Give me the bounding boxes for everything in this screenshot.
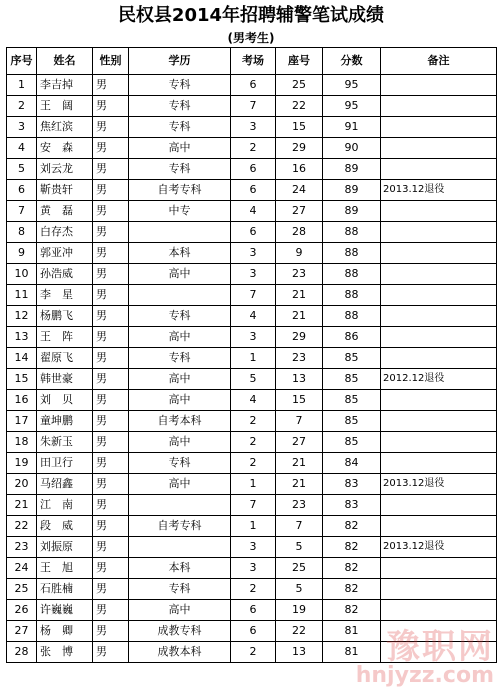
cell-seat: 5 <box>276 537 323 558</box>
cell-index: 8 <box>7 222 37 243</box>
cell-seat: 9 <box>276 243 323 264</box>
cell-gender: 男 <box>93 537 129 558</box>
cell-score: 95 <box>323 75 381 96</box>
table-row <box>7 243 497 264</box>
cell-score: 89 <box>323 159 381 180</box>
cell-seat: 21 <box>276 285 323 306</box>
cell-gender: 男 <box>93 621 129 642</box>
cell-education: 专科 <box>129 117 231 138</box>
table-row <box>7 600 497 621</box>
cell-seat: 23 <box>276 495 323 516</box>
cell-seat: 25 <box>276 75 323 96</box>
cell-index: 15 <box>7 369 37 390</box>
cell-gender: 男 <box>93 306 129 327</box>
cell-education <box>129 537 231 558</box>
col-header-remark: 备注 <box>381 48 497 75</box>
cell-seat: 28 <box>276 222 323 243</box>
col-header-gender: 性别 <box>93 48 129 75</box>
cell-index: 20 <box>7 474 37 495</box>
cell-gender: 男 <box>93 600 129 621</box>
cell-score: 82 <box>323 600 381 621</box>
cell-remark <box>381 558 497 579</box>
cell-index: 25 <box>7 579 37 600</box>
cell-index: 28 <box>7 642 37 663</box>
cell-seat: 7 <box>276 411 323 432</box>
cell-seat: 23 <box>276 348 323 369</box>
cell-score: 89 <box>323 201 381 222</box>
cell-name: 黄 磊 <box>37 201 93 222</box>
table-row <box>7 75 497 96</box>
cell-remark <box>381 390 497 411</box>
cell-score: 81 <box>323 621 381 642</box>
cell-education: 专科 <box>129 306 231 327</box>
cell-score: 90 <box>323 138 381 159</box>
cell-gender: 男 <box>93 180 129 201</box>
cell-education: 本科 <box>129 558 231 579</box>
cell-remark <box>381 621 497 642</box>
table-row <box>7 264 497 285</box>
cell-index: 18 <box>7 432 37 453</box>
table-row <box>7 96 497 117</box>
cell-gender: 男 <box>93 390 129 411</box>
scores-table <box>6 47 497 667</box>
cell-name: 焦红滨 <box>37 117 93 138</box>
table-row <box>7 642 497 663</box>
cell-score: 84 <box>323 453 381 474</box>
table-row <box>7 579 497 600</box>
col-header-exam-room: 考场 <box>231 48 276 75</box>
cell-gender: 男 <box>93 432 129 453</box>
cell-exam-room: 2 <box>231 138 276 159</box>
cell-remark <box>381 222 497 243</box>
cell-exam-room: 3 <box>231 243 276 264</box>
cell-education: 高中 <box>129 138 231 159</box>
cell-name: 刘云龙 <box>37 159 93 180</box>
cell-remark <box>381 75 497 96</box>
table-row <box>7 348 497 369</box>
cell-remark <box>381 159 497 180</box>
cell-exam-room: 2 <box>231 411 276 432</box>
cell-remark <box>381 411 497 432</box>
cell-score: 81 <box>323 642 381 663</box>
cell-exam-room: 6 <box>231 159 276 180</box>
cell-gender: 男 <box>93 264 129 285</box>
cell-score: 83 <box>323 495 381 516</box>
cell-score: 88 <box>323 222 381 243</box>
cell-name: 刘振原 <box>37 537 93 558</box>
table-row <box>7 537 497 558</box>
page-subtitle: (男考生) <box>227 31 275 45</box>
cell-seat: 15 <box>276 117 323 138</box>
cell-seat: 19 <box>276 600 323 621</box>
cell-remark <box>381 138 497 159</box>
cell-seat: 27 <box>276 432 323 453</box>
cell-exam-room: 3 <box>231 558 276 579</box>
cell-index: 17 <box>7 411 37 432</box>
cell-seat: 7 <box>276 516 323 537</box>
cell-name: 马绍鑫 <box>37 474 93 495</box>
table-row <box>7 327 497 348</box>
cell-seat: 27 <box>276 201 323 222</box>
cell-gender: 男 <box>93 516 129 537</box>
cell-exam-room: 1 <box>231 516 276 537</box>
cell-name: 靳贵轩 <box>37 180 93 201</box>
cell-index: 22 <box>7 516 37 537</box>
cell-seat: 24 <box>276 180 323 201</box>
cell-score: 95 <box>323 96 381 117</box>
cell-score: 85 <box>323 390 381 411</box>
cell-remark <box>381 600 497 621</box>
cell-education: 高中 <box>129 264 231 285</box>
cell-remark: 2013.12退役 <box>381 537 497 558</box>
cell-gender: 男 <box>93 369 129 390</box>
table-row <box>7 432 497 453</box>
cell-exam-room: 4 <box>231 306 276 327</box>
cell-name: 郭亚冲 <box>37 243 93 264</box>
cell-education: 自考专科 <box>129 516 231 537</box>
col-header-score: 分数 <box>323 48 381 75</box>
cell-index: 12 <box>7 306 37 327</box>
cell-exam-room: 7 <box>231 96 276 117</box>
col-header-education: 学历 <box>129 48 231 75</box>
cell-gender: 男 <box>93 159 129 180</box>
cell-remark <box>381 285 497 306</box>
cell-index: 11 <box>7 285 37 306</box>
cell-gender: 男 <box>93 474 129 495</box>
cell-education: 高中 <box>129 474 231 495</box>
cell-exam-room: 2 <box>231 642 276 663</box>
cell-name: 张 博 <box>37 642 93 663</box>
cell-exam-room: 6 <box>231 600 276 621</box>
cell-name: 童坤鹏 <box>37 411 93 432</box>
cell-name: 江 南 <box>37 495 93 516</box>
cell-index: 19 <box>7 453 37 474</box>
cell-education: 专科 <box>129 75 231 96</box>
cell-seat: 13 <box>276 642 323 663</box>
cell-remark <box>381 117 497 138</box>
cell-gender: 男 <box>93 558 129 579</box>
cell-gender: 男 <box>93 243 129 264</box>
cell-score: 82 <box>323 558 381 579</box>
cell-index: 21 <box>7 495 37 516</box>
cell-exam-room: 2 <box>231 432 276 453</box>
cell-index: 3 <box>7 117 37 138</box>
cell-score: 88 <box>323 306 381 327</box>
cell-index: 26 <box>7 600 37 621</box>
col-header-name: 姓名 <box>37 48 93 75</box>
cell-score: 82 <box>323 579 381 600</box>
table-body <box>7 75 497 667</box>
cell-gender: 男 <box>93 579 129 600</box>
cell-score: 83 <box>323 474 381 495</box>
col-header-index: 序号 <box>7 48 37 75</box>
cell-education: 中专 <box>129 201 231 222</box>
cell-education: 专科 <box>129 96 231 117</box>
cell-name: 韩世豪 <box>37 369 93 390</box>
cell-seat: 15 <box>276 390 323 411</box>
cell-index: 13 <box>7 327 37 348</box>
cell-exam-room: 2 <box>231 453 276 474</box>
watermark-url: hnjyzz.com <box>355 663 494 688</box>
header-row <box>7 48 497 75</box>
cell-score: 85 <box>323 432 381 453</box>
cell-gender: 男 <box>93 96 129 117</box>
cell-exam-room: 6 <box>231 222 276 243</box>
table-row <box>7 201 497 222</box>
cell-name: 许巍巍 <box>37 600 93 621</box>
cell-name: 王 旭 <box>37 558 93 579</box>
cell-remark <box>381 642 497 663</box>
cell-remark <box>381 579 497 600</box>
cell-exam-room: 3 <box>231 264 276 285</box>
table-row <box>7 516 497 537</box>
cell-education: 自考专科 <box>129 180 231 201</box>
table-row <box>7 474 497 495</box>
cell-education <box>129 222 231 243</box>
cell-score: 91 <box>323 117 381 138</box>
table-row <box>7 306 497 327</box>
cell-name: 石胜楠 <box>37 579 93 600</box>
cell-name: 王 阵 <box>37 327 93 348</box>
cell-index: 14 <box>7 348 37 369</box>
cell-exam-room: 2 <box>231 579 276 600</box>
cell-education: 高中 <box>129 432 231 453</box>
cell-gender: 男 <box>93 642 129 663</box>
cell-score: 88 <box>323 264 381 285</box>
cell-exam-room: 3 <box>231 327 276 348</box>
cell-education: 专科 <box>129 453 231 474</box>
cell-gender: 男 <box>93 495 129 516</box>
cell-seat: 5 <box>276 579 323 600</box>
cell-index: 23 <box>7 537 37 558</box>
cell-exam-room: 7 <box>231 285 276 306</box>
cell-index: 6 <box>7 180 37 201</box>
cell-score: 85 <box>323 348 381 369</box>
cell-exam-room: 4 <box>231 390 276 411</box>
table-row <box>7 390 497 411</box>
cell-score: 85 <box>323 369 381 390</box>
table-row <box>7 159 497 180</box>
page-title: 民权县2014年招聘辅警笔试成绩 <box>117 5 385 26</box>
cell-education: 成教本科 <box>129 642 231 663</box>
cell-name: 孙浩威 <box>37 264 93 285</box>
cell-seat: 22 <box>276 621 323 642</box>
cell-education <box>129 495 231 516</box>
cell-index: 10 <box>7 264 37 285</box>
cell-education: 高中 <box>129 369 231 390</box>
cell-score: 86 <box>323 327 381 348</box>
cell-index: 27 <box>7 621 37 642</box>
cell-seat: 21 <box>276 453 323 474</box>
table-row <box>7 285 497 306</box>
cell-exam-room: 5 <box>231 369 276 390</box>
cell-index: 9 <box>7 243 37 264</box>
cell-gender: 男 <box>93 117 129 138</box>
cell-index: 5 <box>7 159 37 180</box>
cell-exam-room: 1 <box>231 474 276 495</box>
cell-gender: 男 <box>93 327 129 348</box>
cell-education: 高中 <box>129 600 231 621</box>
cell-score: 89 <box>323 180 381 201</box>
cell-name: 刘 贝 <box>37 390 93 411</box>
table-row <box>7 117 497 138</box>
cell-seat: 25 <box>276 558 323 579</box>
cell-education: 专科 <box>129 159 231 180</box>
cell-gender: 男 <box>93 222 129 243</box>
cell-index: 4 <box>7 138 37 159</box>
table-row <box>7 621 497 642</box>
cell-name: 白存杰 <box>37 222 93 243</box>
cell-name: 安 森 <box>37 138 93 159</box>
cell-name: 王 阔 <box>37 96 93 117</box>
cell-remark <box>381 201 497 222</box>
cell-remark <box>381 453 497 474</box>
cell-score: 85 <box>323 411 381 432</box>
cell-seat: 29 <box>276 138 323 159</box>
cell-index: 2 <box>7 96 37 117</box>
cell-seat: 22 <box>276 96 323 117</box>
cell-name: 李吉掉 <box>37 75 93 96</box>
cell-gender: 男 <box>93 411 129 432</box>
table-row <box>7 411 497 432</box>
cell-score: 82 <box>323 537 381 558</box>
table-row <box>7 558 497 579</box>
table-row <box>7 138 497 159</box>
cell-seat: 21 <box>276 306 323 327</box>
cell-remark: 2013.12退役 <box>381 180 497 201</box>
cell-remark <box>381 327 497 348</box>
cell-remark <box>381 96 497 117</box>
cell-index: 16 <box>7 390 37 411</box>
cell-education: 专科 <box>129 579 231 600</box>
cell-exam-room: 7 <box>231 495 276 516</box>
cell-gender: 男 <box>93 453 129 474</box>
cell-remark <box>381 516 497 537</box>
watermark-logo: 豫职网 <box>386 627 494 667</box>
table-row <box>7 180 497 201</box>
cell-index: 24 <box>7 558 37 579</box>
cell-score: 88 <box>323 243 381 264</box>
cell-seat: 23 <box>276 264 323 285</box>
cell-remark <box>381 264 497 285</box>
cell-name: 翟原飞 <box>37 348 93 369</box>
cell-remark: 2013.12退役 <box>381 474 497 495</box>
cell-name: 李 星 <box>37 285 93 306</box>
cell-remark <box>381 348 497 369</box>
cell-gender: 男 <box>93 201 129 222</box>
cell-education: 专科 <box>129 348 231 369</box>
cell-education: 自考本科 <box>129 411 231 432</box>
cell-education: 成教专科 <box>129 621 231 642</box>
cell-index: 1 <box>7 75 37 96</box>
cell-index: 7 <box>7 201 37 222</box>
cell-exam-room: 1 <box>231 348 276 369</box>
cell-gender: 男 <box>93 285 129 306</box>
cell-seat: 13 <box>276 369 323 390</box>
cell-education <box>129 285 231 306</box>
cell-name: 段 威 <box>37 516 93 537</box>
cell-exam-room: 6 <box>231 75 276 96</box>
cell-name: 杨 卿 <box>37 621 93 642</box>
cell-exam-room: 3 <box>231 537 276 558</box>
cell-remark <box>381 495 497 516</box>
cell-seat: 16 <box>276 159 323 180</box>
cell-exam-room: 3 <box>231 117 276 138</box>
cell-name: 杨鹏飞 <box>37 306 93 327</box>
cell-seat: 29 <box>276 327 323 348</box>
cell-remark <box>381 432 497 453</box>
cell-name: 朱新玉 <box>37 432 93 453</box>
cell-education: 高中 <box>129 390 231 411</box>
cell-exam-room: 6 <box>231 621 276 642</box>
cell-seat: 21 <box>276 474 323 495</box>
table-row <box>7 222 497 243</box>
table-row <box>7 369 497 390</box>
cell-exam-room: 4 <box>231 201 276 222</box>
cell-name: 田卫行 <box>37 453 93 474</box>
cell-score: 88 <box>323 285 381 306</box>
cell-gender: 男 <box>93 348 129 369</box>
table-row <box>7 495 497 516</box>
cell-education: 本科 <box>129 243 231 264</box>
cell-exam-room: 6 <box>231 180 276 201</box>
col-header-seat: 座号 <box>276 48 323 75</box>
cell-education: 高中 <box>129 327 231 348</box>
table-row <box>7 453 497 474</box>
cell-remark <box>381 306 497 327</box>
cell-score: 82 <box>323 516 381 537</box>
cell-gender: 男 <box>93 138 129 159</box>
cell-remark <box>381 243 497 264</box>
cell-gender: 男 <box>93 75 129 96</box>
cell-remark: 2012.12退役 <box>381 369 497 390</box>
